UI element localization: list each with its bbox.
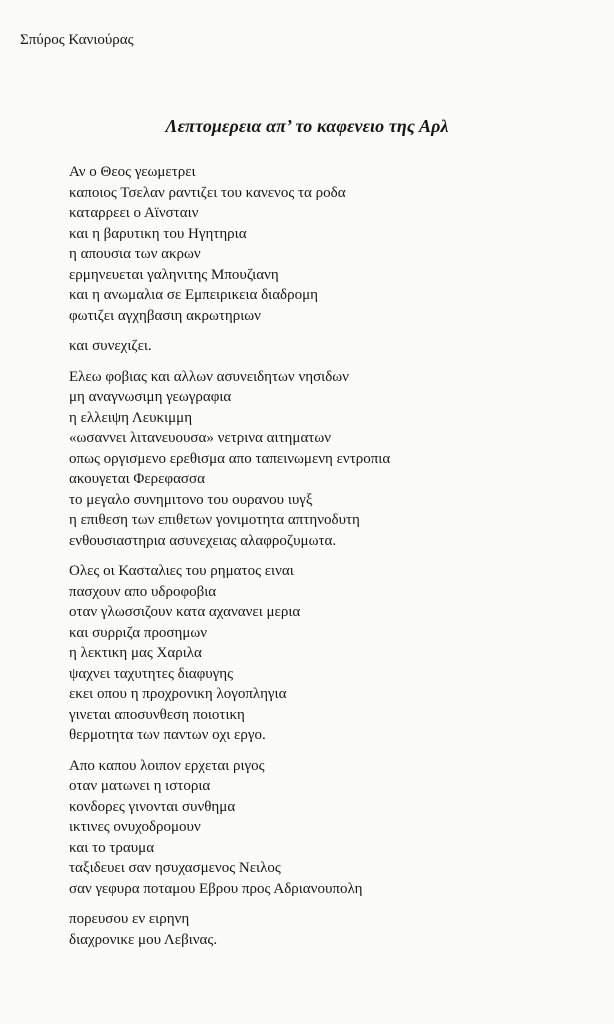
poem-line: ακουγεται Φερεφασσα [69,471,205,487]
poem-line: κονδορες γινονται συνθημα [69,798,236,815]
stanza-4 [69,561,599,746]
poem-line: Αν ο Θεος γεωμετρει [69,164,196,180]
stanza-6 [69,909,599,950]
poem-title: Λεπτομερεια απ’ το καφενειο της Αρλ [165,116,449,136]
poem-line: το μεγαλο συνημιτονο του ουρανου ιυγξ [69,491,313,508]
poem-line: θερμοτητα των παντων οχι εργο. [69,727,266,743]
poem-line: πορευσου εν ειρηνη [69,911,190,927]
poem-line: και συρριζα προσημων [69,624,208,641]
poem-line: γινεται αποσυνθεση ποιοτικη [69,706,245,723]
poem-line: οταν γλωσσιζουν κατα αχανανει μερια [69,604,301,620]
poem-line: οταν ματωνει η ιστορια [69,778,211,794]
poem-line: και η ανωμαλια σε Εμπειρικεια διαδρομη [69,287,318,303]
poem-line: σαν γεφυρα ποταμου Εβρου προς Αδριανουπολη [69,880,363,897]
poem-line: η επιθεση των επιθετων γονιμοτητα απτηνοδυτη [69,512,360,528]
stanza-1 [69,162,599,326]
poem-line: ερμηνευεται γαληνιτης Μπουζιανη [69,266,279,283]
poem-line: φωτιζει αγχηβασιη ακρωτηριων [69,307,261,324]
poem-line: ταξιδευει σαν ησυχασμενος Νειλος [69,860,281,876]
poem-line: πασχουν απο υδροφοβια [69,583,217,600]
poem-line: ικτινες ονυχοδρομουν [69,819,201,835]
poem-line: διαχρονικε μου Λεβινας. [69,931,218,948]
poem-line: καποιος Τσελαν ραντιζει του κανενος τα ροδα [69,184,346,201]
poem-body [69,162,599,960]
poem-line: και το τραυμα [69,839,155,856]
poem-line: η ελλειψη Λευκιμμη [69,409,193,426]
poem-line: Απο καπου λοιπον ερχεται ριγος [69,757,265,774]
poem-line: η απουσια των ακρων [69,246,201,262]
poem-line: οπως οργισμενο ερεθισμα απο ταπεινωμενη εντροπια [69,450,391,467]
poem-line: εκει οπου η προχρονικη λογοπληγια [69,686,287,702]
poem-line: η λεκτικη μας Χαριλα [69,645,202,661]
poem-line: Ελεω φοβιας και αλλων ασυνειδητων νησιδων [69,368,349,385]
poem-line: Ολες οι Κασταλιες του ρηματος ειναι [69,563,294,579]
poem-line: και η βαρυτικη του Ηγητηρια [69,225,247,242]
author-name: Σπύρος Κανιούρας [20,32,134,48]
poem-line: μη αναγνωσιμη γεωγραφια [69,389,232,405]
poem-line: ενθουσιαστηρια ασυνεχειας αλαφροζυμωτα. [69,532,337,549]
poem-line: και συνεχιζει. [69,338,152,354]
poem-line: ψαχνει ταχυτητες διαφυγης [69,665,234,682]
stanza-3 [69,367,599,552]
stanza-5 [69,756,599,900]
stanza-2 [69,336,599,357]
poem-line: καταρρεει ο Αϊνσταιν [69,205,199,221]
poem-line: «ωσαννει λιτανευουσα» νετρινα αιτηματων [69,430,331,446]
